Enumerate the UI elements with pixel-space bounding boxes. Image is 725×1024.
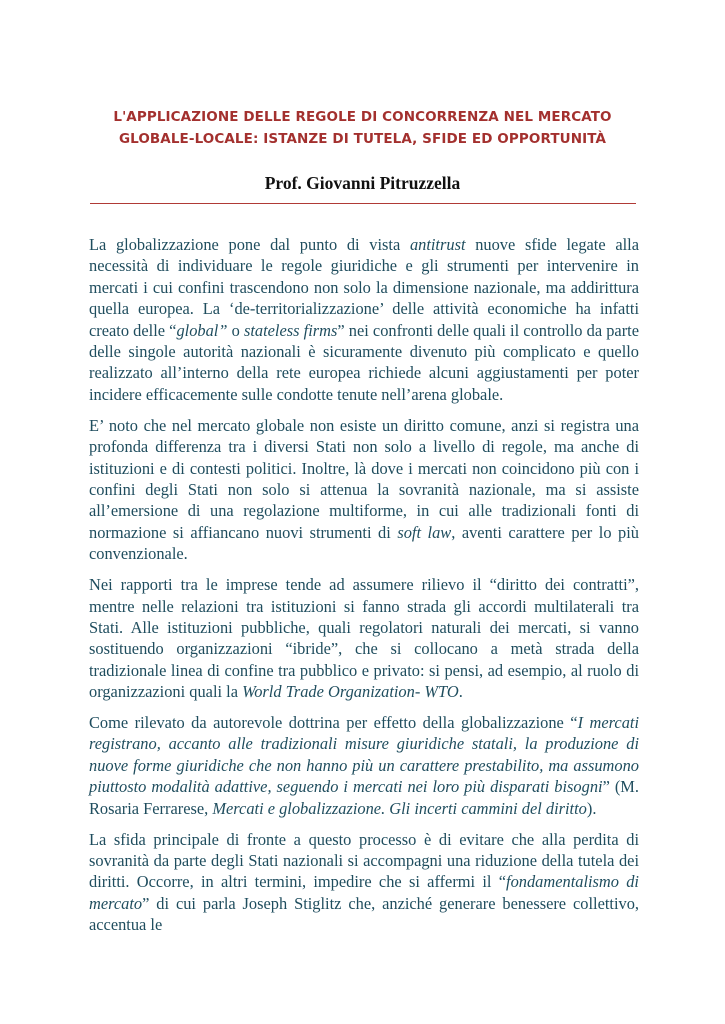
paragraph-2: E’ noto che nel mercato globale non esiste un diritto comune, anzi si registra una profonda differenza tra i diversi Stati non solo a livello di regole, ma anche di istituzioni e di contesti politici. Inoltre, là dove i mercati non coincidono più con i confini degli Stati non solo si attenua la sovranità nazionale, ma si assiste all’emersione di una regolazione multiforme, in cui alle tradizionali fonti di normazione si affiancano nuovi strumenti di soft law, aventi carattere per lo più convenzionale. — [89, 415, 639, 564]
author-name: Prof. Giovanni Pitruzzella — [264, 173, 461, 193]
title-divider — [90, 203, 636, 204]
title-line-1: L'APPLICAZIONE DELLE REGOLE DI CONCORRENZA NEL MERCATO — [113, 109, 612, 125]
paragraph-1: La globalizzazione pone dal punto di vista antitrust nuove sfide legate alla necessità di individuare le regole giuridiche e gli strumenti per intervenire in mercati i cui confini trascendono non solo la dimensione nazionale, ma addirittura quella europea. La ‘de-territorializzazione’ delle attività economiche ha infatti creato delle “global” o stateless firms” nei confronti delle quali il controllo da parte delle singole autorità nazionali è sicuramente divenuto più complicato e quello realizzato all’interno della rete europea richiede alcuni aggiustamenti per poter incidere efficacemente sulle condotte tenute nell’arena globale. — [89, 235, 639, 404]
document-body — [89, 234, 639, 945]
title-line-2: GLOBALE-LOCALE: ISTANZE DI TUTELA, SFIDE ED OPPORTUNITÀ — [118, 131, 607, 147]
paragraph-3: Nei rapporti tra le imprese tende ad assumere rilievo il “diritto dei contratti”, mentre nelle relazioni tra istituzioni si fanno strada gli accordi multilaterali tra Stati. Alle istituzioni pubbliche, quali regolatori naturali dei mercati, si vanno sostituendo organizzazioni “ibride”, che si collocano a metà strada della tradizionale linea di confine tra pubblico e privato: si pensi, ad esempio, al ruolo di organizzazioni quali la World Trade Organization- WTO. — [89, 575, 639, 702]
paragraph-4: Come rilevato da autorevole dottrina per effetto della globalizzazione “I mercati registrano, accanto alle tradizionali misure giuridiche statali, la produzione di nuove forme giuridiche che non hanno più un carattere prestabilito, ma assumono piuttosto modalità adattive, seguendo i mercati nei loro più disparati bisogni” (M. Rosaria Ferrarese, Mercati e globalizzazione. Gli incerti cammini del diritto). — [89, 713, 639, 818]
paragraph-5: La sfida principale di fronte a questo processo è di evitare che alla perdita di sovranità da parte degli Stati nazionali si accompagni una riduzione della tutela dei diritti. Occorre, in altri termini, impedire che si affermi il “fondamentalismo di mercato” di cui parla Joseph Stiglitz che, anziché generare benessere collettivo, accentua le — [89, 829, 639, 935]
document-title — [60, 106, 665, 150]
